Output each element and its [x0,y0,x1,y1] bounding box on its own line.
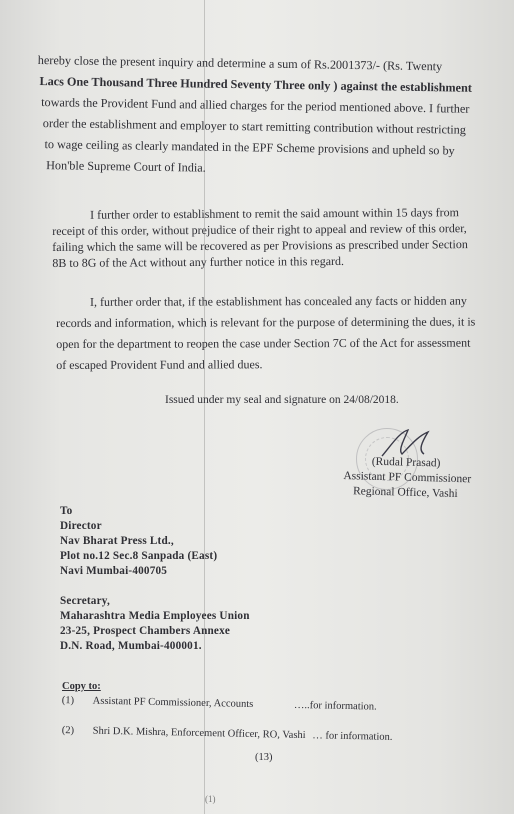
paragraph-remit-order [52,204,468,271]
address-line: Secretary, [60,595,110,607]
text-line: I, further order that, if the establishment has concealed any facts or hidden any [90,293,467,309]
text-line: failing which the same will be recovered as per Provisions as prescribed under Section [52,237,468,254]
signatory-office: Regional Office, Vashi [352,485,458,500]
text-line: Lacs One Thousand Three Hundred Seventy Three only ) against the establishment [39,74,472,95]
page-number: (13) [255,752,273,763]
text-line: open for the department to reopen the case under Section 7C of the Act for assessment [56,335,471,351]
copy-item-number: (2) [61,724,75,737]
signatory-name: (Rudal Prasad) [371,455,441,470]
secretary-address-block [60,594,250,654]
signatory-designation: Assistant PF Commissioner [343,469,472,486]
copy-item-number: (1) [61,694,75,707]
signature-block [343,454,472,502]
text-line: records and information, which is relevant for the purpose of determining the dues, it is [56,314,476,330]
text-line: of escaped Provident Fund and allied dues. [56,357,263,372]
issued-statement: Issued under my seal and signature on 24/08/2018. [165,394,399,406]
address-line: Navi Mumbai-400705 [60,565,168,577]
paragraph-reopen-case [56,291,476,376]
text-line: order the establishment and employer to start remitting contribution without restricting [42,116,467,137]
copy-item-text: Assistant PF Commissioner, Accounts [92,695,254,711]
address-line: 23-25, Prospect Chambers Annexe [60,625,231,637]
address-line: Plot no.12 Sec.8 Sanpada (East) [60,550,218,562]
text-line: to wage ceiling as clearly mandated in the EPF Scheme provisions and upheld so by [44,137,455,158]
copy-item-text: Shri D.K. Mishra, Enforcement Officer, RO, Vashi [92,725,306,742]
bottom-page-mark: (1) [205,794,216,804]
text-line: receipt of this order, without prejudice of their right to appeal and review of this order, [52,221,467,238]
text-line: towards the Provident Fund and allied charges for the period mentioned above. I further [41,95,470,116]
text-line: Hon'ble Supreme Court of India. [46,158,206,175]
text-line: I further order to establishment to remit the said amount within 15 days from [90,205,460,222]
address-line: Maharashtra Media Employees Union [60,610,250,622]
paragraph-inquiry-closure [36,50,472,183]
copy-to-heading: Copy to: [62,681,101,692]
address-line: Nav Bharat Press Ltd., [60,535,174,547]
addressee-block [60,504,217,579]
to-label: To [60,505,73,517]
copy-to-label [62,680,101,694]
address-line: D.N. Road, Mumbai-400001. [60,640,202,652]
address-line: Director [60,520,102,532]
copy-item-suffix: … for information. [312,730,393,743]
text-line: 8B to 8G of the Act without any further notice in this regard. [52,253,345,270]
text-line: hereby close the present inquiry and determine a sum of Rs.2001373/- (Rs. Twenty [37,52,443,74]
copy-item-suffix: …..for information. [293,699,377,713]
